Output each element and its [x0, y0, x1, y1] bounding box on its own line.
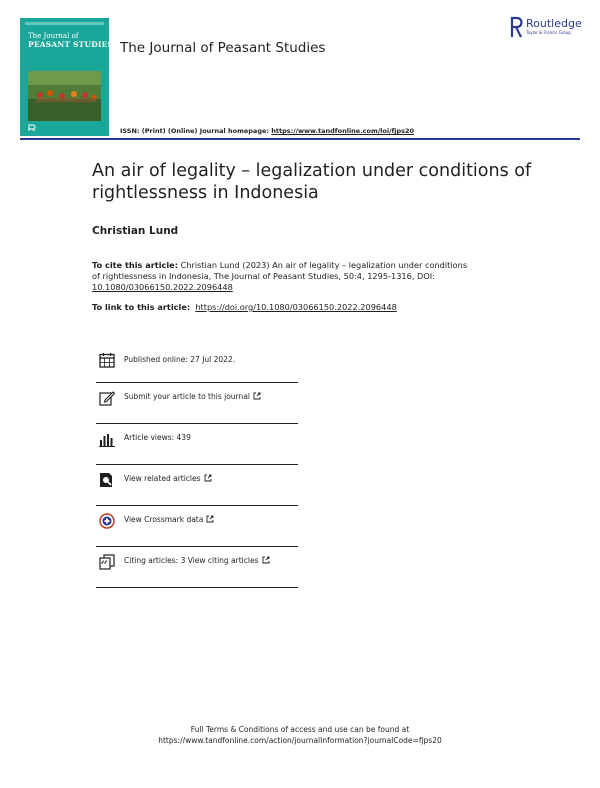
- action-label: Published online: 27 Jul 2022.: [124, 355, 236, 364]
- cover-title-line: PEASANT STUDIES: [28, 40, 114, 49]
- action-crossmark[interactable]: [96, 506, 298, 547]
- issn-line: [120, 127, 414, 135]
- article-doi-link[interactable]: https://doi.org/10.1080/03066150.2022.2096448: [195, 302, 397, 312]
- crossmark-icon: [99, 513, 115, 529]
- publisher-tagline: Taylor & Francis Group: [526, 30, 571, 35]
- footer-terms-link[interactable]: https://www.tandfonline.com/action/journalInformation?journalCode=fjps20: [158, 736, 442, 745]
- external-link-icon: [262, 556, 270, 564]
- action-article-views: [96, 424, 298, 465]
- action-citing-articles[interactable]: [96, 547, 298, 588]
- cover-series-line: The Journal of: [28, 32, 79, 40]
- action-label: View Crossmark data: [124, 515, 204, 524]
- external-link-icon: [204, 474, 212, 482]
- cover-publisher-logo: [28, 124, 42, 134]
- external-link-icon: [253, 392, 261, 400]
- article-link-line: [92, 302, 397, 312]
- article-author: Christian Lund: [92, 225, 179, 237]
- bar-chart-icon: [99, 431, 115, 447]
- issn-prefix: ISSN: (Print) (Online) Journal homepage:: [120, 127, 272, 135]
- external-link-icon: [206, 515, 214, 523]
- routledge-r-icon: [510, 16, 523, 38]
- citation-text: Christian Lund (2023) An air of legality – legalization under conditions of rightlessness in Indonesia, The Journal of Peasant Studies, 50:4, 1295-1316, DOI:: [92, 260, 468, 281]
- article-actions-list: [96, 345, 298, 588]
- footer-line-1: Full Terms & Conditions of access and use can be found at: [190, 725, 410, 734]
- routledge-logo[interactable]: [510, 16, 590, 40]
- cover-photo: [28, 71, 101, 121]
- journal-title: The Journal of Peasant Studies: [120, 40, 326, 56]
- article-title: An air of legality – legalization under conditions of rightlessness in Indonesia: [92, 161, 532, 203]
- journal-cover-image: [20, 18, 114, 136]
- action-label: Citing articles: 3 View citing articles: [124, 556, 259, 565]
- action-related-articles[interactable]: [96, 465, 298, 506]
- action-submit-article[interactable]: [96, 383, 298, 424]
- search-document-icon: [99, 472, 115, 488]
- citing-icon: [99, 554, 115, 570]
- calendar-icon: [99, 352, 115, 368]
- action-label: Article views: 439: [124, 433, 191, 442]
- citation-label: To cite this article:: [92, 260, 178, 270]
- citation-block: [92, 260, 472, 293]
- action-label: Submit your article to this journal: [124, 392, 250, 401]
- header-divider: [20, 138, 580, 140]
- citation-doi-link[interactable]: 10.1080/03066150.2022.2096448: [92, 282, 233, 292]
- publisher-name: Routledge: [526, 17, 582, 30]
- footer-terms: [0, 724, 600, 746]
- journal-homepage-link[interactable]: https://www.tandfonline.com/loi/fjps20: [271, 127, 415, 135]
- link-label: To link to this article:: [92, 302, 191, 312]
- cover-top-bar: [25, 22, 104, 25]
- action-published-online: [96, 345, 298, 383]
- edit-icon: [99, 390, 115, 406]
- action-label: View related articles: [124, 474, 201, 483]
